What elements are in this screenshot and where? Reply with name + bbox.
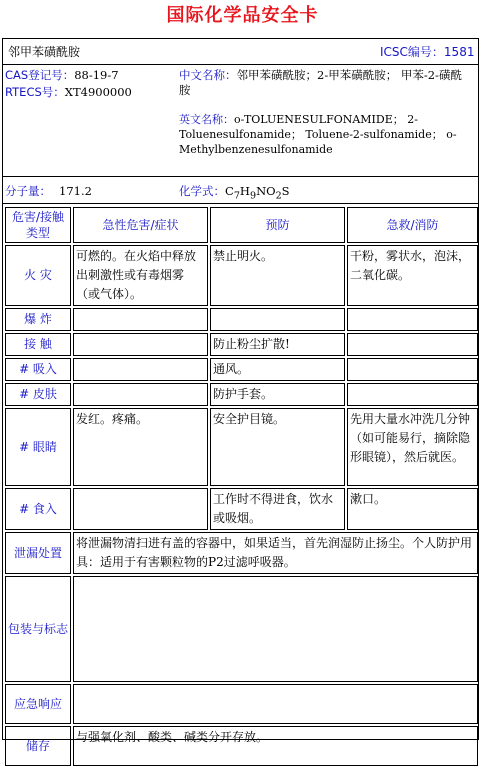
formula-no: NO — [256, 184, 276, 198]
packaging-text — [73, 576, 478, 682]
cas-number — [5, 68, 119, 83]
formula-no-sub: 2 — [275, 190, 282, 202]
chinese-name-label: 中文名称： — [179, 68, 237, 82]
skin-first-aid — [347, 383, 478, 406]
inhalation-prevention: 通风。 — [210, 358, 345, 381]
cas-value: 88-19-7 — [74, 68, 119, 82]
table-header-row — [5, 207, 478, 243]
row-explosion — [5, 308, 478, 331]
ingestion-first-aid: 漱口。 — [347, 488, 478, 530]
divider-props — [2, 203, 479, 204]
explosion-first-aid — [347, 308, 478, 331]
rtecs-value: XT4900000 — [64, 85, 132, 99]
header-first-aid: 急救/消防 — [347, 207, 478, 243]
header-prevention: 预防 — [210, 207, 345, 243]
mw-value: 171.2 — [59, 184, 92, 198]
english-name-value: o-TOLUENESULFONAMIDE； 2-Toluenesulfonamide； Toluene-2-sulfonamide； o-Methylbenzenesulfonamide — [179, 113, 457, 156]
chemical-name: 邻甲苯磺酰胺 — [8, 45, 81, 59]
row-eyes — [5, 408, 478, 486]
row-label-fire: 火 灾 — [5, 245, 71, 306]
divider-ids — [2, 176, 479, 177]
row-emergency — [5, 684, 478, 724]
icsc-label: ICSC编号： — [380, 45, 444, 59]
ingestion-acute — [73, 488, 208, 530]
fire-first-aid: 干粉，雾状水，泡沫，二氧化碳。 — [347, 245, 478, 306]
row-label-explosion: 爆 炸 — [5, 308, 71, 331]
row-label-contact: 接 触 — [5, 333, 71, 356]
row-inhalation — [5, 358, 478, 381]
formula-c: C — [225, 184, 234, 198]
card-title: 国际化学品安全卡 — [166, 5, 319, 26]
eyes-prevention: 安全护目镜。 — [210, 408, 345, 486]
storage-text: 与强氧化剂、酸类、碱类分开存放。 — [73, 726, 478, 766]
explosion-acute — [73, 308, 208, 331]
spill-text: 将泄漏物清扫进有盖的容器中，如果适当，首先润湿防止扬尘。个人防护用具：适用于有害颗粒物的P2过滤呼吸器。 — [73, 532, 478, 574]
row-label-eyes: # 眼睛 — [5, 408, 71, 486]
row-label-ingestion: # 食入 — [5, 488, 71, 530]
row-label-storage: 储存 — [5, 726, 71, 766]
fire-acute: 可燃的。在火焰中释放出刺激性或有毒烟雾（或气体）。 — [73, 245, 208, 306]
molecular-weight — [5, 184, 92, 199]
row-label-inhalation: # 吸入 — [5, 358, 71, 381]
eyes-acute: 发红。疼痛。 — [73, 408, 208, 486]
hazard-table — [3, 205, 480, 768]
row-ingestion — [5, 488, 478, 530]
divider-header — [2, 64, 479, 65]
row-spill — [5, 532, 478, 574]
rtecs-label: RTECS号： — [5, 85, 65, 99]
eyes-first-aid: 先用大量水冲洗几分钟（如可能易行，摘除隐形眼镜），然后就医。 — [347, 408, 478, 486]
inhalation-first-aid — [347, 358, 478, 381]
chinese-name — [179, 68, 471, 98]
chinese-name-value: 邻甲苯磺酰胺；2-甲苯磺酰胺； 甲苯-2-磺酰胺 — [179, 68, 462, 97]
explosion-prevention — [210, 308, 345, 331]
formula-h-sub: 9 — [249, 190, 257, 202]
icsc-number — [380, 45, 474, 60]
mw-label: 分子量： — [5, 184, 51, 198]
inhalation-acute — [73, 358, 208, 381]
header-hazard-type: 危害/接触类型 — [5, 207, 71, 243]
english-name-label: 英文名称： — [179, 113, 234, 126]
header-acute: 急性危害/症状 — [73, 207, 208, 243]
formula-h: H — [239, 184, 250, 198]
contact-acute — [73, 333, 208, 356]
rtecs-number — [5, 85, 132, 100]
contact-first-aid — [347, 333, 478, 356]
fire-prevention: 禁止明火。 — [210, 245, 345, 306]
row-label-emergency: 应急响应 — [5, 684, 71, 724]
ingestion-prevention: 工作时不得进食，饮水或吸烟。 — [210, 488, 345, 530]
formula-c-sub: 7 — [233, 190, 240, 202]
row-label-packaging: 包装与标志 — [5, 576, 71, 682]
chemical-formula — [179, 184, 290, 203]
skin-prevention: 防护手套。 — [210, 383, 345, 406]
row-skin — [5, 383, 478, 406]
emergency-text — [73, 684, 478, 724]
formula-s: S — [281, 184, 290, 198]
row-fire — [5, 245, 478, 306]
english-name — [179, 112, 473, 157]
formula-label: 化学式： — [179, 184, 225, 198]
row-label-spill: 泄漏处置 — [5, 532, 71, 574]
row-label-skin: # 皮肤 — [5, 383, 71, 406]
row-storage — [5, 726, 478, 766]
icsc-value: 1581 — [443, 45, 475, 59]
row-contact — [5, 333, 478, 356]
cas-label: CAS登记号： — [5, 68, 75, 82]
contact-prevention: 防止粉尘扩散! — [210, 333, 345, 356]
row-packaging — [5, 576, 478, 682]
skin-acute — [73, 383, 208, 406]
